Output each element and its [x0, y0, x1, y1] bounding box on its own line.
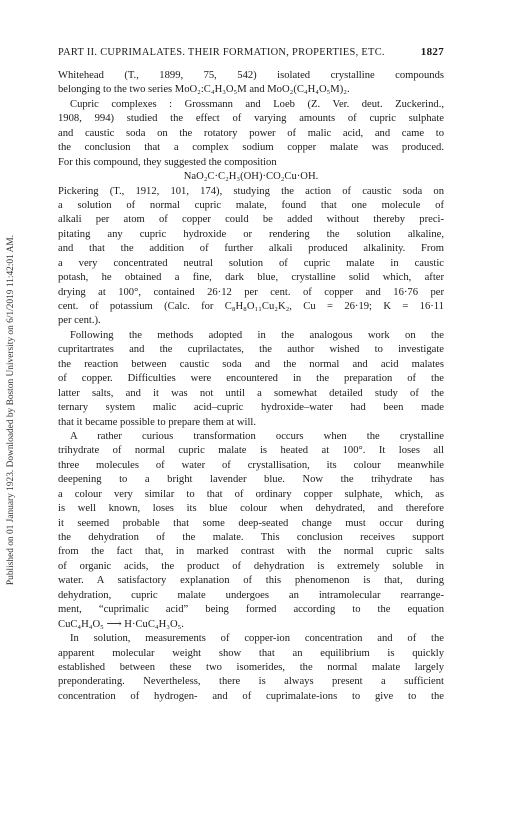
text-line: is well known, loses its blue colour when dehydrated, and therefore: [58, 503, 444, 515]
text-line: dehydration, cupric malate undergoes an intramolecular rearrange-: [58, 589, 444, 601]
page-number: 1827: [420, 46, 444, 58]
download-watermark-text: Published on 01 January 1923. Downloaded by Boston University on 6/1/2019 11:42:01 AM.: [6, 234, 16, 586]
text-line: alkali per atom of copper could be added without thereby preci-: [58, 214, 444, 226]
text-line: the reaction between caustic soda and the normal and acid malates: [58, 358, 444, 370]
download-watermark: [4, 100, 18, 720]
text-line: and caustic soda on the rotatory power of malic acid, and came to: [58, 127, 444, 139]
text-line: preponderating. Nevertheless, there is always present a sufficient: [58, 676, 444, 688]
text-line: the dehydration of the malate. This conclusion receives support: [58, 532, 444, 543]
text-line: concentration of hydrogen- and of cuprimalate-ions to give to the: [58, 690, 444, 702]
text-line: it seemed probable that some deep-seated change must occur during: [58, 517, 444, 529]
text-line: cent. of potassium (Calc. for C₈H₈O₁₁Cu₂K₂, Cu = 26·19; K = 16·11: [58, 301, 444, 312]
running-head: PART II. CUPRIMALATES. THEIR FORMATION, PROPERTIES, ETC.: [58, 47, 385, 58]
text-line: and that the addition of further alkali produced alkalinity. From: [58, 243, 444, 255]
text-line: A rather curious transformation occurs when the crystalline: [70, 430, 444, 442]
text-line: established between these two isomerides, the normal malate largely: [58, 661, 444, 673]
text-line: the conclusion that a complex sodium copper malate was produced.: [58, 142, 444, 154]
text-line: of organic acids, the product of dehydration is extremely soluble in: [58, 560, 444, 572]
text-line: latter salts, and it was not until a somewhat detailed study of the: [58, 387, 444, 399]
text-line: ternary system malic acid–cupric hydroxide–water had been made: [58, 402, 444, 414]
text-line: For this compound, they suggested the composition: [58, 156, 277, 168]
text-line: water. A satisfactory explanation of this phenomenon is that, during: [58, 575, 444, 587]
text-line: cupritartrates and the cuprilactates, the author wished to investigate: [58, 344, 444, 356]
text-line: Following the methods adopted in the analogous work on the: [70, 329, 444, 341]
text-line: of copper. Difficulties were encountered in the preparation of the: [58, 373, 444, 385]
text-line: that it became possible to prepare them at will.: [58, 416, 256, 428]
text-line: CuC₄H₄O₅ ⟶ H·CuC₄H₃O₅.: [58, 618, 184, 630]
text-line: pitating any cupric hydroxide or rendering the solution alkaline,: [58, 228, 444, 240]
text-line: a very concentrated neutral solution of cupric malate in caustic: [58, 257, 444, 269]
body-text: [58, 69, 444, 704]
text-line: deepening to a bright lavender blue. Now the trihydrate has: [58, 474, 444, 486]
text-line: drying at 100°, contained 26·12 per cent. of copper and 16·76 per: [58, 286, 444, 298]
text-line: trihydrate of normal cupric malate is heated at 100°. It loses all: [58, 445, 444, 457]
text-line: ment, “cuprimalic acid” being formed according to the equation: [58, 604, 444, 616]
text-line: Cupric complexes : Grossmann and Loeb (Z. Ver. deut. Zuckerind.,: [70, 98, 444, 110]
text-line: Pickering (T., 1912, 101, 174), studying the action of caustic soda on: [58, 185, 444, 197]
text-line: potash, he obtained a fine, dark blue, crystalline solid which, after: [58, 272, 444, 284]
text-line: NaO₂C·C₂H₃(OH)·CO₂Cu·OH.: [183, 171, 319, 183]
text-line: a colour very similar to that of ordinary copper sulphate, which, as: [58, 488, 444, 500]
text-line: In solution, measurements of copper-ion concentration and of the: [70, 633, 444, 645]
text-line: belonging to the two series MoO₂:C₄H₃O₅M and MoO₂(C₄H₄O₅M)₂.: [58, 84, 350, 96]
text-line: 1908, 994) studied the effect of varying amounts of cupric sulphate: [58, 113, 444, 125]
text-line: apparent molecular weight show that an equilibrium is quickly: [58, 647, 444, 659]
page-header: [58, 47, 444, 61]
text-line: per cent.).: [58, 315, 101, 327]
text-line: a solution of normal cupric malate, found that one molecule of: [58, 199, 444, 211]
text-line: from the fact that, in marked contrast with the normal cupric salts: [58, 546, 444, 558]
text-line: Whitehead (T., 1899, 75, 542) isolated crystalline compounds: [58, 70, 444, 81]
text-line: three molecules of water of crystallisation, its colour meanwhile: [58, 459, 444, 471]
